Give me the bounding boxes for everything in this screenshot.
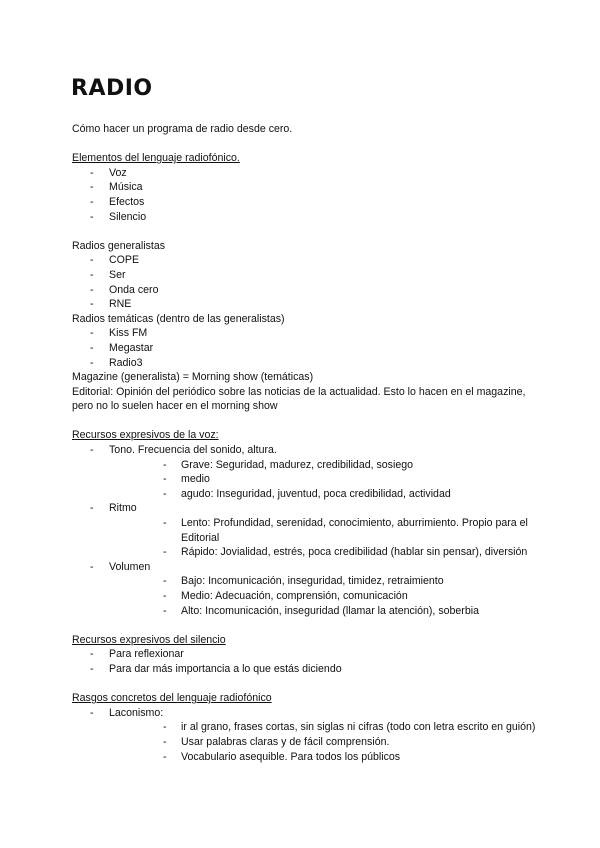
list-item: - Silencio (72, 210, 532, 225)
list-item: - Grave: Seguridad, madurez, credibilidad, sosiego (146, 458, 569, 473)
rasgos-list (72, 706, 536, 764)
section-heading: Elementos del lenguaje radiofónico. (72, 152, 240, 165)
generalistas-list (72, 253, 532, 311)
list-item: - Rápido: Jovialidad, estrés, poca credibilidad (hablar sin pensar), diversión (146, 545, 569, 560)
list-item: - Medio: Adecuación, comprensión, comunicación (146, 589, 569, 604)
section-heading: Recursos expresivos de la voz: (72, 429, 219, 442)
page-title: RADIO (71, 76, 153, 101)
magazine-line: Magazine (generalista) = Morning show (temáticas) (72, 371, 314, 384)
list-item: - Usar palabras claras y de fácil comprensión. (146, 735, 569, 750)
list-item: - Volumen - Bajo: Incomunicación, inseguridad, timidez, retraimiento - Medio: Adecuación, comprensión, comunicación - Alto: Incomunicación, inseguridad (llamar la atención), soberbia (72, 560, 532, 618)
volumen-sublist (146, 574, 569, 618)
list-item: - ir al grano, frases cortas, sin siglas ni cifras (todo con letra escrito en guión) (146, 720, 569, 735)
list-item: - Onda cero (72, 283, 532, 298)
list-item: - Música (72, 180, 532, 195)
list-item: - Efectos (72, 195, 532, 210)
list-item: - Radio3 (72, 356, 532, 371)
list-item: - COPE (72, 253, 532, 268)
list-item: - Kiss FM (72, 326, 532, 341)
ritmo-sublist (146, 516, 569, 560)
list-item: - RNE (72, 297, 532, 312)
list-item: - Para reflexionar (72, 647, 532, 662)
list-item: - Vocabulario asequible. Para todos los públicos (146, 750, 569, 765)
silencio-list (72, 647, 532, 676)
list-item: - Ritmo - Lento: Profundidad, serenidad, conocimiento, aburrimiento. Propio para el Editorial - Rápido: Jovialidad, estrés, poca credibilidad (hablar sin pensar), diversión (72, 501, 532, 559)
list-item: - medio (146, 472, 569, 487)
list-item: - Laconismo: - ir al grano, frases cortas, sin siglas ni cifras (todo con letra escrito en guión) - Usar palabras claras y de fácil comprensión. - Vocabulario asequible. Para todos los públicos (72, 706, 532, 764)
section-heading: Radios generalistas (72, 239, 166, 252)
section-heading: Radios temáticas (dentro de las generalistas) (72, 312, 285, 325)
section-heading: Rasgos concretos del lenguaje radiofónico (72, 692, 272, 705)
voz-list (72, 443, 532, 618)
list-item: - agudo: Inseguridad, juventud, poca credibilidad, actividad (146, 487, 569, 502)
intro-text: Cómo hacer un programa de radio desde cero. (72, 123, 293, 135)
list-item: - Para dar más importancia a lo que estás diciendo (72, 662, 532, 677)
elementos-list (72, 166, 532, 224)
document-body (72, 122, 536, 764)
laconismo-sublist (146, 720, 569, 764)
list-item: - Voz (72, 166, 532, 181)
editorial-line: Editorial: Opinión del periódico sobre las noticias de la actualidad. Esto lo hacen en el magazine, pero no lo suelen hacer en el morning show (72, 385, 526, 413)
tono-sublist (146, 458, 569, 502)
section-heading: Recursos expresivos del silencio (72, 633, 226, 646)
list-item: - Alto: Incomunicación, inseguridad (llamar la atención), soberbia (146, 604, 569, 619)
tematicas-list (72, 326, 532, 370)
list-item: - Megastar (72, 341, 532, 356)
list-item: - Ser (72, 268, 532, 283)
list-item: - Lento: Profundidad, serenidad, conocimiento, aburrimiento. Propio para el Editorial (146, 516, 569, 545)
list-item: - Tono. Frecuencia del sonido, altura. - Grave: Seguridad, madurez, credibilidad, sosiego - medio - agudo: Inseguridad, juventud, poca credibilidad, actividad (72, 443, 532, 501)
list-item: - Bajo: Incomunicación, inseguridad, timidez, retraimiento (146, 574, 569, 589)
